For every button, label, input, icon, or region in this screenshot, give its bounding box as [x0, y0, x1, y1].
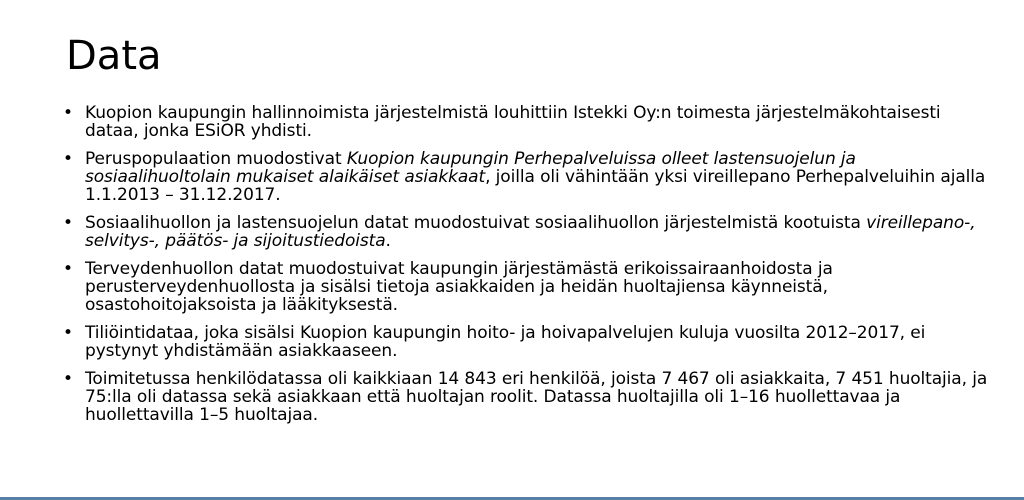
text-run: Terveydenhuollon datat muodostuivat kaupungin järjestämästä erikoissairaanhoidosta ja perusterveydenhuollosta ja sisälsi tietoja asiakkaiden ja heidän huoltajiensa käynneistä, osastohoitojaksoista ja lääkityksestä. — [85, 259, 833, 315]
bullet-glyph: • — [63, 103, 73, 123]
text-run: . — [385, 231, 391, 251]
bullet-item — [63, 370, 993, 424]
bullet-text — [85, 103, 941, 141]
bullet-text — [85, 149, 985, 205]
text-run: , joilla oli vähintään yksi vireillepano Perhepalveluihin ajalla 1.1.2013 – 31.12.2017. — [85, 167, 986, 205]
bullet-glyph: • — [63, 213, 73, 233]
bullet-item — [63, 214, 993, 250]
bullet-list — [63, 104, 993, 434]
bullet-text — [85, 213, 976, 251]
bullet-item — [63, 260, 993, 314]
italic-text-run: vireillepano-, selvitys-, päätös- ja sijoitustiedoista — [85, 213, 976, 251]
text-run: Sosiaalihuollon ja lastensuojelun datat muodostuivat sosiaalihuollon järjestelmistä kootuista — [85, 213, 867, 233]
bullet-glyph: • — [63, 259, 73, 279]
bullet-text — [85, 369, 987, 425]
slide-title: Data — [66, 33, 162, 79]
bullet-item — [63, 104, 993, 140]
text-run: Toimitetussa henkilödatassa oli kaikkiaan 14 843 eri henkilöä, joista 7 467 oli asiakkaita, 7 451 huoltajia, ja 75:lla oli datassa sekä asiakkaan että huoltajan roolit. Datassa huoltajilla oli 1–16 huollettavaa ja huollettavilla 1–5 huoltajaa. — [85, 369, 988, 425]
bullet-item — [63, 324, 993, 360]
bullet-glyph: • — [63, 323, 73, 343]
bullet-text — [85, 323, 925, 361]
italic-text-run: Kuopion kaupungin Perhepalveluissa olleet lastensuojelun ja sosiaalihuoltolain mukaiset alaikäiset asiakkaat — [85, 149, 856, 187]
text-run: Tiliöintidataa, joka sisälsi Kuopion kaupungin hoito- ja hoivapalvelujen kuluja vuosilta 2012–2017, ei pystynyt yhdistämään asiakkaaseen. — [85, 323, 926, 361]
bullet-text — [85, 259, 833, 315]
bullet-glyph: • — [63, 149, 73, 169]
text-run: Kuopion kaupungin hallinnoimista järjestelmistä louhittiin Istekki Oy:n toimesta järjestelmäkohtaisesti dataa, jonka ESiOR yhdisti. — [85, 103, 941, 141]
bullet-item — [63, 150, 993, 204]
text-run: Peruspopulaation muodostivat — [85, 149, 347, 169]
bullet-glyph: • — [63, 369, 73, 389]
